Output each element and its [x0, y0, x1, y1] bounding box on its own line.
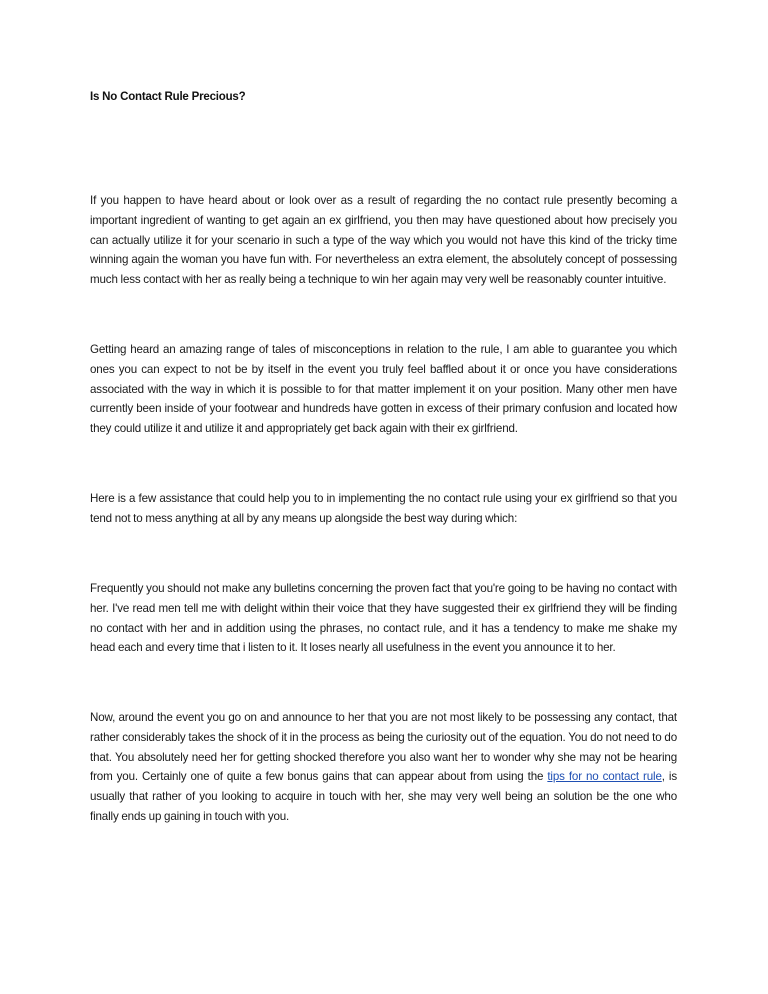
paragraph-3: Here is a few assistance that could help you to in implementing the no contact rule using your ex girlfriend so that you tend not to mess anything at all by any means up alongside the best way during which:	[90, 492, 677, 525]
tips-for-no-contact-rule-link[interactable]: tips for no contact rule	[547, 770, 662, 784]
paragraph-2: Getting heard an amazing range of tales of misconceptions in relation to the rule, I am able to guarantee you which ones you can expect to not be by itself in the event you truly feel baffled about it or once you have considerations associated with the way in which it is possible to for that matter implement it on your position. Many other men have currently been inside of your footwear and hundreds have gotten in excess of their primary confusion and located how they could utilize it and utilize it and appropriately get back again with their ex girlfriend.	[90, 343, 677, 436]
paragraph-5	[90, 708, 677, 827]
paragraph-5-text-before-link: Now, around the event you go on and announce to her that you are not most likely to be possessing any contact, that rather considerably takes the shock of it in the process as being the curiosity out of the equation. You do not need to do that. You absolutely need her for getting shocked therefore you also want her to wonder why she may not be hearing from you. Certainly one of quite a few bonus gains that can appear about from using the	[90, 711, 677, 784]
document-title: Is No Contact Rule Precious?	[90, 91, 246, 103]
paragraph-1: If you happen to have heard about or look over as a result of regarding the no contact rule presently becoming a important ingredient of wanting to get again an ex girlfriend, you then may have questioned about how precisely you can actually utilize it for your scenario in such a type of the way which you would not have this kind of the tricky time winning again the woman you have fun with. For nevertheless an extra element, the absolutely concept of possessing much less contact with her as really being a technique to win her again may very well be reasonably counter intuitive.	[90, 194, 677, 287]
paragraph-5-text-after-link: , is usually that rather of you looking to acquire in touch with her, she may very well being an solution be the one who finally ends up gaining in touch with you.	[90, 770, 678, 823]
paragraph-4: Frequently you should not make any bulletins concerning the proven fact that you're going to be having no contact with her. I've read men tell me with delight within their voice that they have suggested their ex girlfriend they will be finding no contact with her and in addition using the phrases, no contact rule, and it has a tendency to make me shake my head each and every time that i listen to it. It loses nearly all usefulness in the event you announce it to her.	[90, 582, 677, 655]
